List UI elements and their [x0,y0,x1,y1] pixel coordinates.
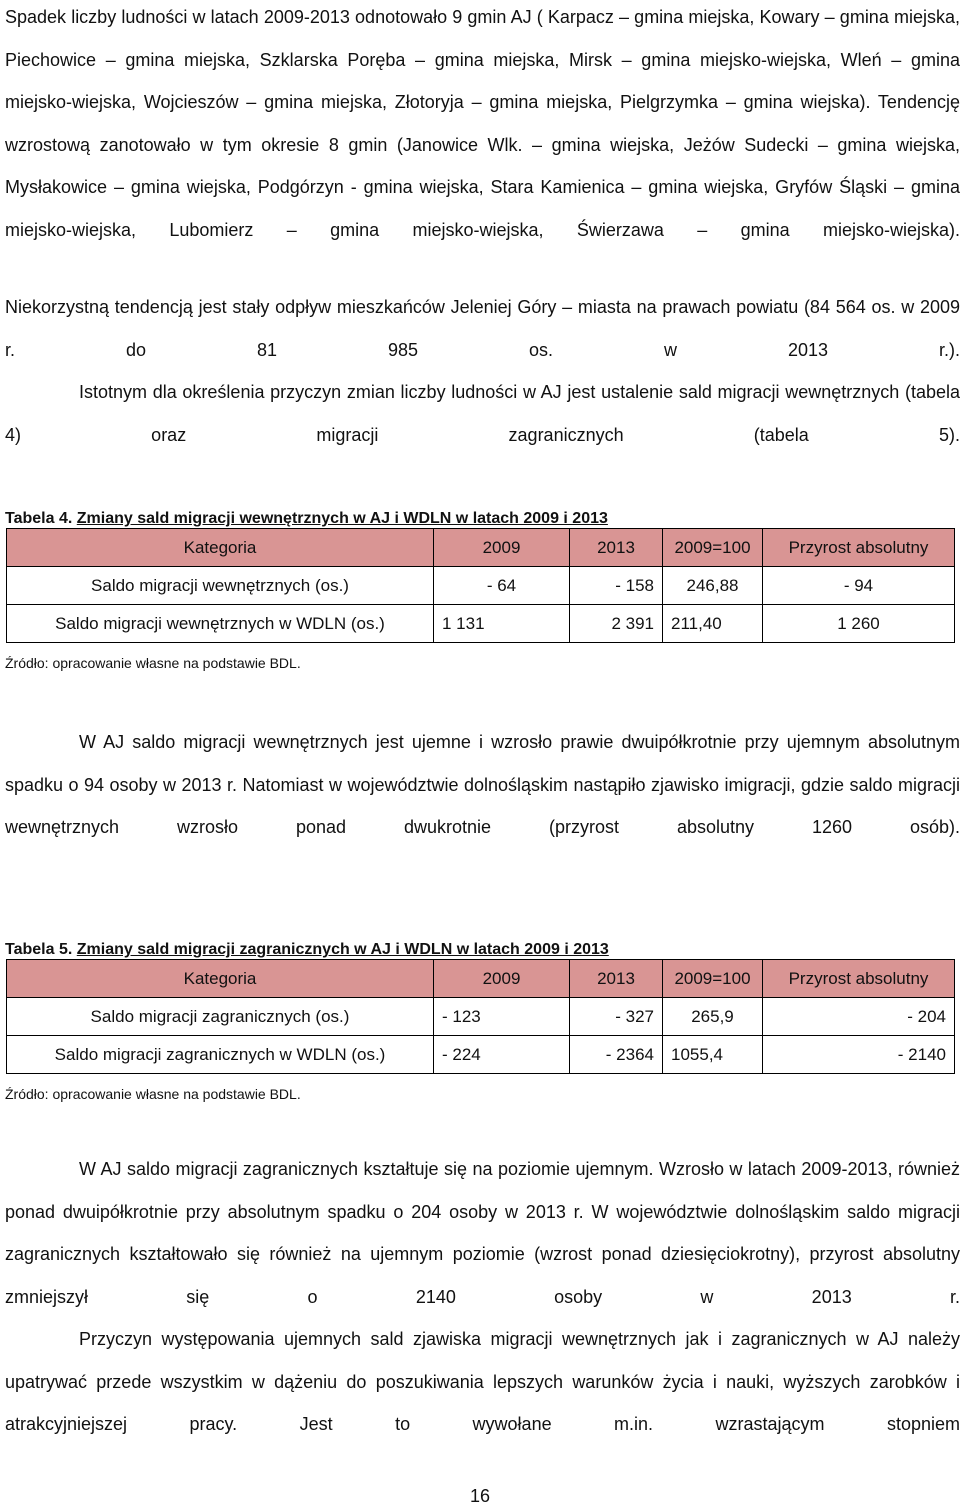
row-value-2013: - 158 [570,567,663,605]
table4-label: Tabela 4. [5,510,73,527]
paragraph-foreign-migration: W AJ saldo migracji zagranicznych kształtuje się na poziomie ujemnym. Wzrosło w latach 2009-2013, również ponad dwuipółkrotnie przy absolutnym spadku o 204 osoby w 2013 r. W województwie dolnośląskim saldo migracji zagranicznych kształtowało się również na ujemnym poziomie (wzrost ponad dziesięciokrotny), przyrost absolutny zmniejszył się o 2140 osoby w 2013 r. [5,1159,960,1307]
table5-label: Tabela 5. [5,941,73,958]
table-header-row [7,960,955,998]
row-value-index: 246,88 [663,567,763,605]
header-2013: 2013 [570,529,663,567]
row-value-przyrost: 1 260 [763,605,955,643]
row-value-index: 211,40 [663,605,763,643]
row-value-2009: - 64 [434,567,570,605]
header-przyrost: Przyrost absolutny [763,529,955,567]
table5-source: Źródło: opracowanie własne na podstawie BDL. [5,1086,301,1102]
table-row [7,1036,955,1074]
row-value-2013: - 327 [570,998,663,1036]
table5-caption [5,940,960,960]
row-category: Saldo migracji zagranicznych (os.) [7,998,434,1036]
header-przyrost: Przyrost absolutny [763,960,955,998]
paragraph-migration-causes: Przyczyn występowania ujemnych sald zjawiska migracji wewnętrznych jak i zagranicznych w AJ należy upatrywać przede wszystkim w dążeniu do poszukiwania lepszych warunków życia i nauki, wyższych zarobków i atrakcyjniejszej pracy. Jest to wywołane m.in. wzrastającym stopniem [5,1329,960,1434]
row-value-przyrost: - 2140 [763,1036,955,1074]
table4-source: Źródło: opracowanie własne na podstawie BDL. [5,655,301,671]
row-category: Saldo migracji wewnętrznych (os.) [7,567,434,605]
table4-title: Zmiany sald migracji wewnętrznych w AJ i WDLN w latach 2009 i 2013 [76,510,608,527]
table5-title: Zmiany sald migracji zagranicznych w AJ i WDLN w latach 2009 i 2013 [76,941,609,958]
page-number: 16 [469,1486,491,1506]
table-row [7,567,955,605]
header-2009: 2009 [434,960,570,998]
paragraph-jelenia-gora-outflow: Niekorzystną tendencją jest stały odpływ mieszkańców Jeleniej Góry – miasta na prawach powiatu (84 564 os. w 2009 r. do 81 985 os. w 2013 r.). [5,297,960,360]
row-category: Saldo migracji wewnętrznych w WDLN (os.) [7,605,434,643]
paragraph-gminy-decline: Spadek liczby ludności w latach 2009-2013 odnotowało 9 gmin AJ ( Karpacz – gmina miejska, Kowary – gmina miejska, Piechowice – gmina miejska, Szklarska Poręba – gmina miejska, Mirsk – gmina miejsko-wiejska, Wleń – gmina miejsko-wiejska, Wojcieszów – gmina miejska, Złotoryja – gmina miejska, Pielgrzymka – gmina wiejska). Tendencję wzrostową zanotowało w tym okresie 8 gmin (Janowice Wlk. – gmina wiejska, Jeżów Sudecki – gmina wiejska, Mysłakowice – gmina wiejska, Podgórzyn - gmina wiejska, Stara Kamienica – gmina wiejska, Gryfów Śląski – gmina miejsko-wiejska, Lubomierz – gmina miejsko-wiejska, Świerzawa – gmina miejsko-wiejska). [5,7,960,240]
row-value-index: 1055,4 [663,1036,763,1074]
table-header-row [7,529,955,567]
table4 [6,528,955,643]
row-value-2009: 1 131 [434,605,570,643]
table-row [7,605,955,643]
row-value-index: 265,9 [663,998,763,1036]
header-2013: 2013 [570,960,663,998]
header-index: 2009=100 [663,960,763,998]
table5 [6,959,955,1074]
row-value-przyrost: - 204 [763,998,955,1036]
row-value-2013: - 2364 [570,1036,663,1074]
header-index: 2009=100 [663,529,763,567]
row-value-przyrost: - 94 [763,567,955,605]
header-kategoria: Kategoria [7,960,434,998]
row-value-2013: 2 391 [570,605,663,643]
row-category: Saldo migracji zagranicznych w WDLN (os.) [7,1036,434,1074]
table-row [7,998,955,1036]
header-kategoria: Kategoria [7,529,434,567]
row-value-2009: - 224 [434,1036,570,1074]
paragraph-migration-intro: Istotnym dla określenia przyczyn zmian liczby ludności w AJ jest ustalenie sald migracji wewnętrznych (tabela 4) oraz migracji zagranicznych (tabela 5). [5,382,960,445]
paragraph-internal-migration: W AJ saldo migracji wewnętrznych jest ujemne i wzrosło prawie dwuipółkrotnie przy ujemnym absolutnym spadku o 94 osoby w 2013 r. Natomiast w województwie dolnośląskim nastąpiło zjawisko imigracji, gdzie saldo migracji wewnętrznych wzrosło ponad dwukrotnie (przyrost absolutny 1260 osób). [5,732,960,837]
row-value-2009: - 123 [434,998,570,1036]
table4-caption [5,509,960,529]
header-2009: 2009 [434,529,570,567]
